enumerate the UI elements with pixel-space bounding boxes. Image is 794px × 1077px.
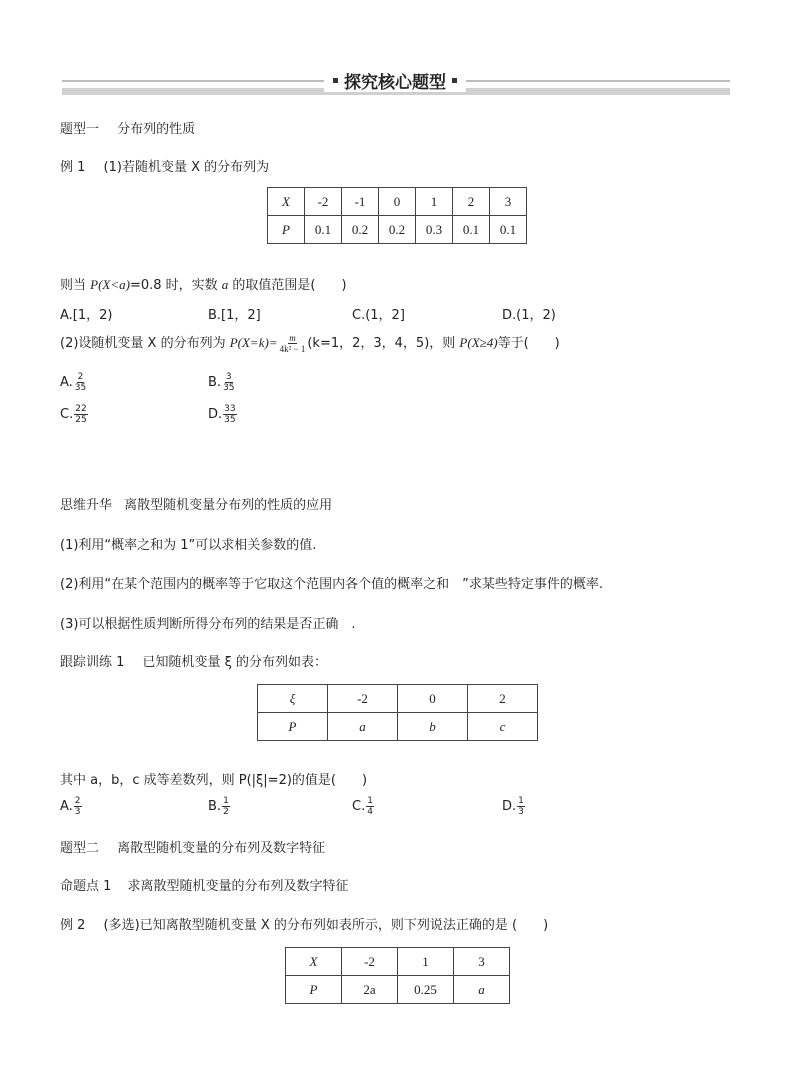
fraction: $\frac{3}{35}$ (223, 372, 235, 393)
ex1-option-c[interactable]: C.(1，2] (352, 308, 405, 323)
fraction: $\frac{1}{2}$ (223, 796, 229, 817)
ex2-distribution-table (285, 947, 510, 1004)
fraction: $\frac{22}{25}$ (75, 404, 87, 425)
summary-heading (60, 494, 332, 513)
header-title-box (324, 68, 466, 92)
fraction: $\frac{1}{3}$ (518, 796, 524, 817)
summary-label: 思维升华 (60, 498, 113, 513)
train1-question: 其中 a，b，c 成等差数列，则 P(|ξ|=2)的值是( ) (60, 773, 368, 788)
fraction: $\frac{m}{\text{4k² − 1}}$ (279, 333, 306, 354)
table-row: X -2 -1 0 1 2 3 (268, 188, 527, 216)
fraction: $\frac{33}{35}$ (224, 404, 236, 425)
type2-label: 题型二 (60, 841, 100, 856)
ex1-part2: (2)设随机变量 X 的分布列为 P(X=k)= $\frac{m}{\text{4k² − 1}}$ (k=1，2，3，4，5)，则 P(X≥4)等于( ) (60, 333, 560, 354)
point1-heading (60, 875, 349, 894)
summary-title: 离散型随机变量分布列的性质的应用 (124, 498, 333, 513)
fraction: $\frac{1}{4}$ (367, 796, 373, 817)
ex2-text: (多选)已知离散型随机变量 X 的分布列如表所示，则下列说法正确的是 ( ) (103, 918, 549, 933)
ex1-intro (60, 156, 269, 175)
fraction: $\frac{2}{3}$ (74, 796, 81, 817)
ex1-option2-b[interactable]: B. $\frac{3}{35}$ (208, 372, 235, 393)
ex1-option-d[interactable]: D.(1，2) (502, 308, 556, 323)
ex1-distribution-table (267, 187, 527, 244)
train1-option-b[interactable]: B. $\frac{1}{2}$ (208, 796, 229, 817)
train1-intro-text: 已知随机变量 ξ 的分布列如表： (142, 655, 328, 670)
type2-heading (60, 837, 325, 856)
train1-option-a[interactable]: A. $\frac{2}{3}$ (60, 796, 81, 817)
ex1-option-b[interactable]: B.[1，2] (208, 308, 261, 323)
train1-intro (60, 651, 327, 670)
summary-item-3: (3)可以根据性质判断所得分布列的结果是否正确 . (60, 617, 356, 632)
point1-title: 求离散型随机变量的分布列及数字特征 (127, 879, 349, 894)
train1-option-c[interactable]: C. $\frac{1}{4}$ (352, 796, 373, 817)
table-row: ξ -2 0 2 (258, 685, 538, 713)
ex1-option2-d[interactable]: D. $\frac{33}{35}$ (208, 404, 236, 425)
train1-label: 跟踪训练 1 (60, 655, 125, 670)
table-row: P 2a 0.25 a (286, 976, 510, 1004)
ex1-q1: 则当 P(X<a)=0.8 时，实数 a 的取值范围是( ) (60, 277, 347, 293)
ex2-label: 例 2 (60, 918, 86, 933)
ex1-label: 例 1 (60, 160, 86, 175)
ex2-intro (60, 914, 548, 933)
table-row: X -2 1 3 (286, 948, 510, 976)
summary-item-1: (1)利用“概率之和为 1”可以求相关参数的值. (60, 538, 317, 553)
point1-label: 命题点 1 (60, 879, 112, 894)
fraction: $\frac{2}{35}$ (74, 372, 87, 393)
type1-label: 题型一 (60, 122, 100, 137)
header-bullet-right (452, 78, 457, 83)
type2-title: 离散型随机变量的分布列及数字特征 (117, 841, 326, 856)
train1-option-d[interactable]: D. $\frac{1}{3}$ (502, 796, 524, 817)
train1-distribution-table (257, 684, 538, 741)
type1-heading (60, 118, 195, 137)
header-title: 探究核心题型 (344, 72, 446, 93)
ex1-option-a[interactable]: A.[1，2) (60, 308, 113, 323)
summary-item-2: (2)利用“在某个范围内的概率等于它取这个范围内各个值的概率之和 ”求某些特定事件的概率. (60, 577, 604, 592)
table-row: P a b c (258, 713, 538, 741)
table-row: P 0.1 0.2 0.2 0.3 0.1 0.1 (268, 216, 527, 244)
header-bullet-left (333, 78, 338, 83)
type1-title: 分布列的性质 (117, 122, 196, 137)
ex1-option2-c[interactable]: C. $\frac{22}{25}$ (60, 404, 87, 425)
ex1-part1-intro: (1)若随机变量 X 的分布列为 (103, 160, 270, 175)
ex1-option2-a[interactable]: A. $\frac{2}{35}$ (60, 372, 87, 393)
